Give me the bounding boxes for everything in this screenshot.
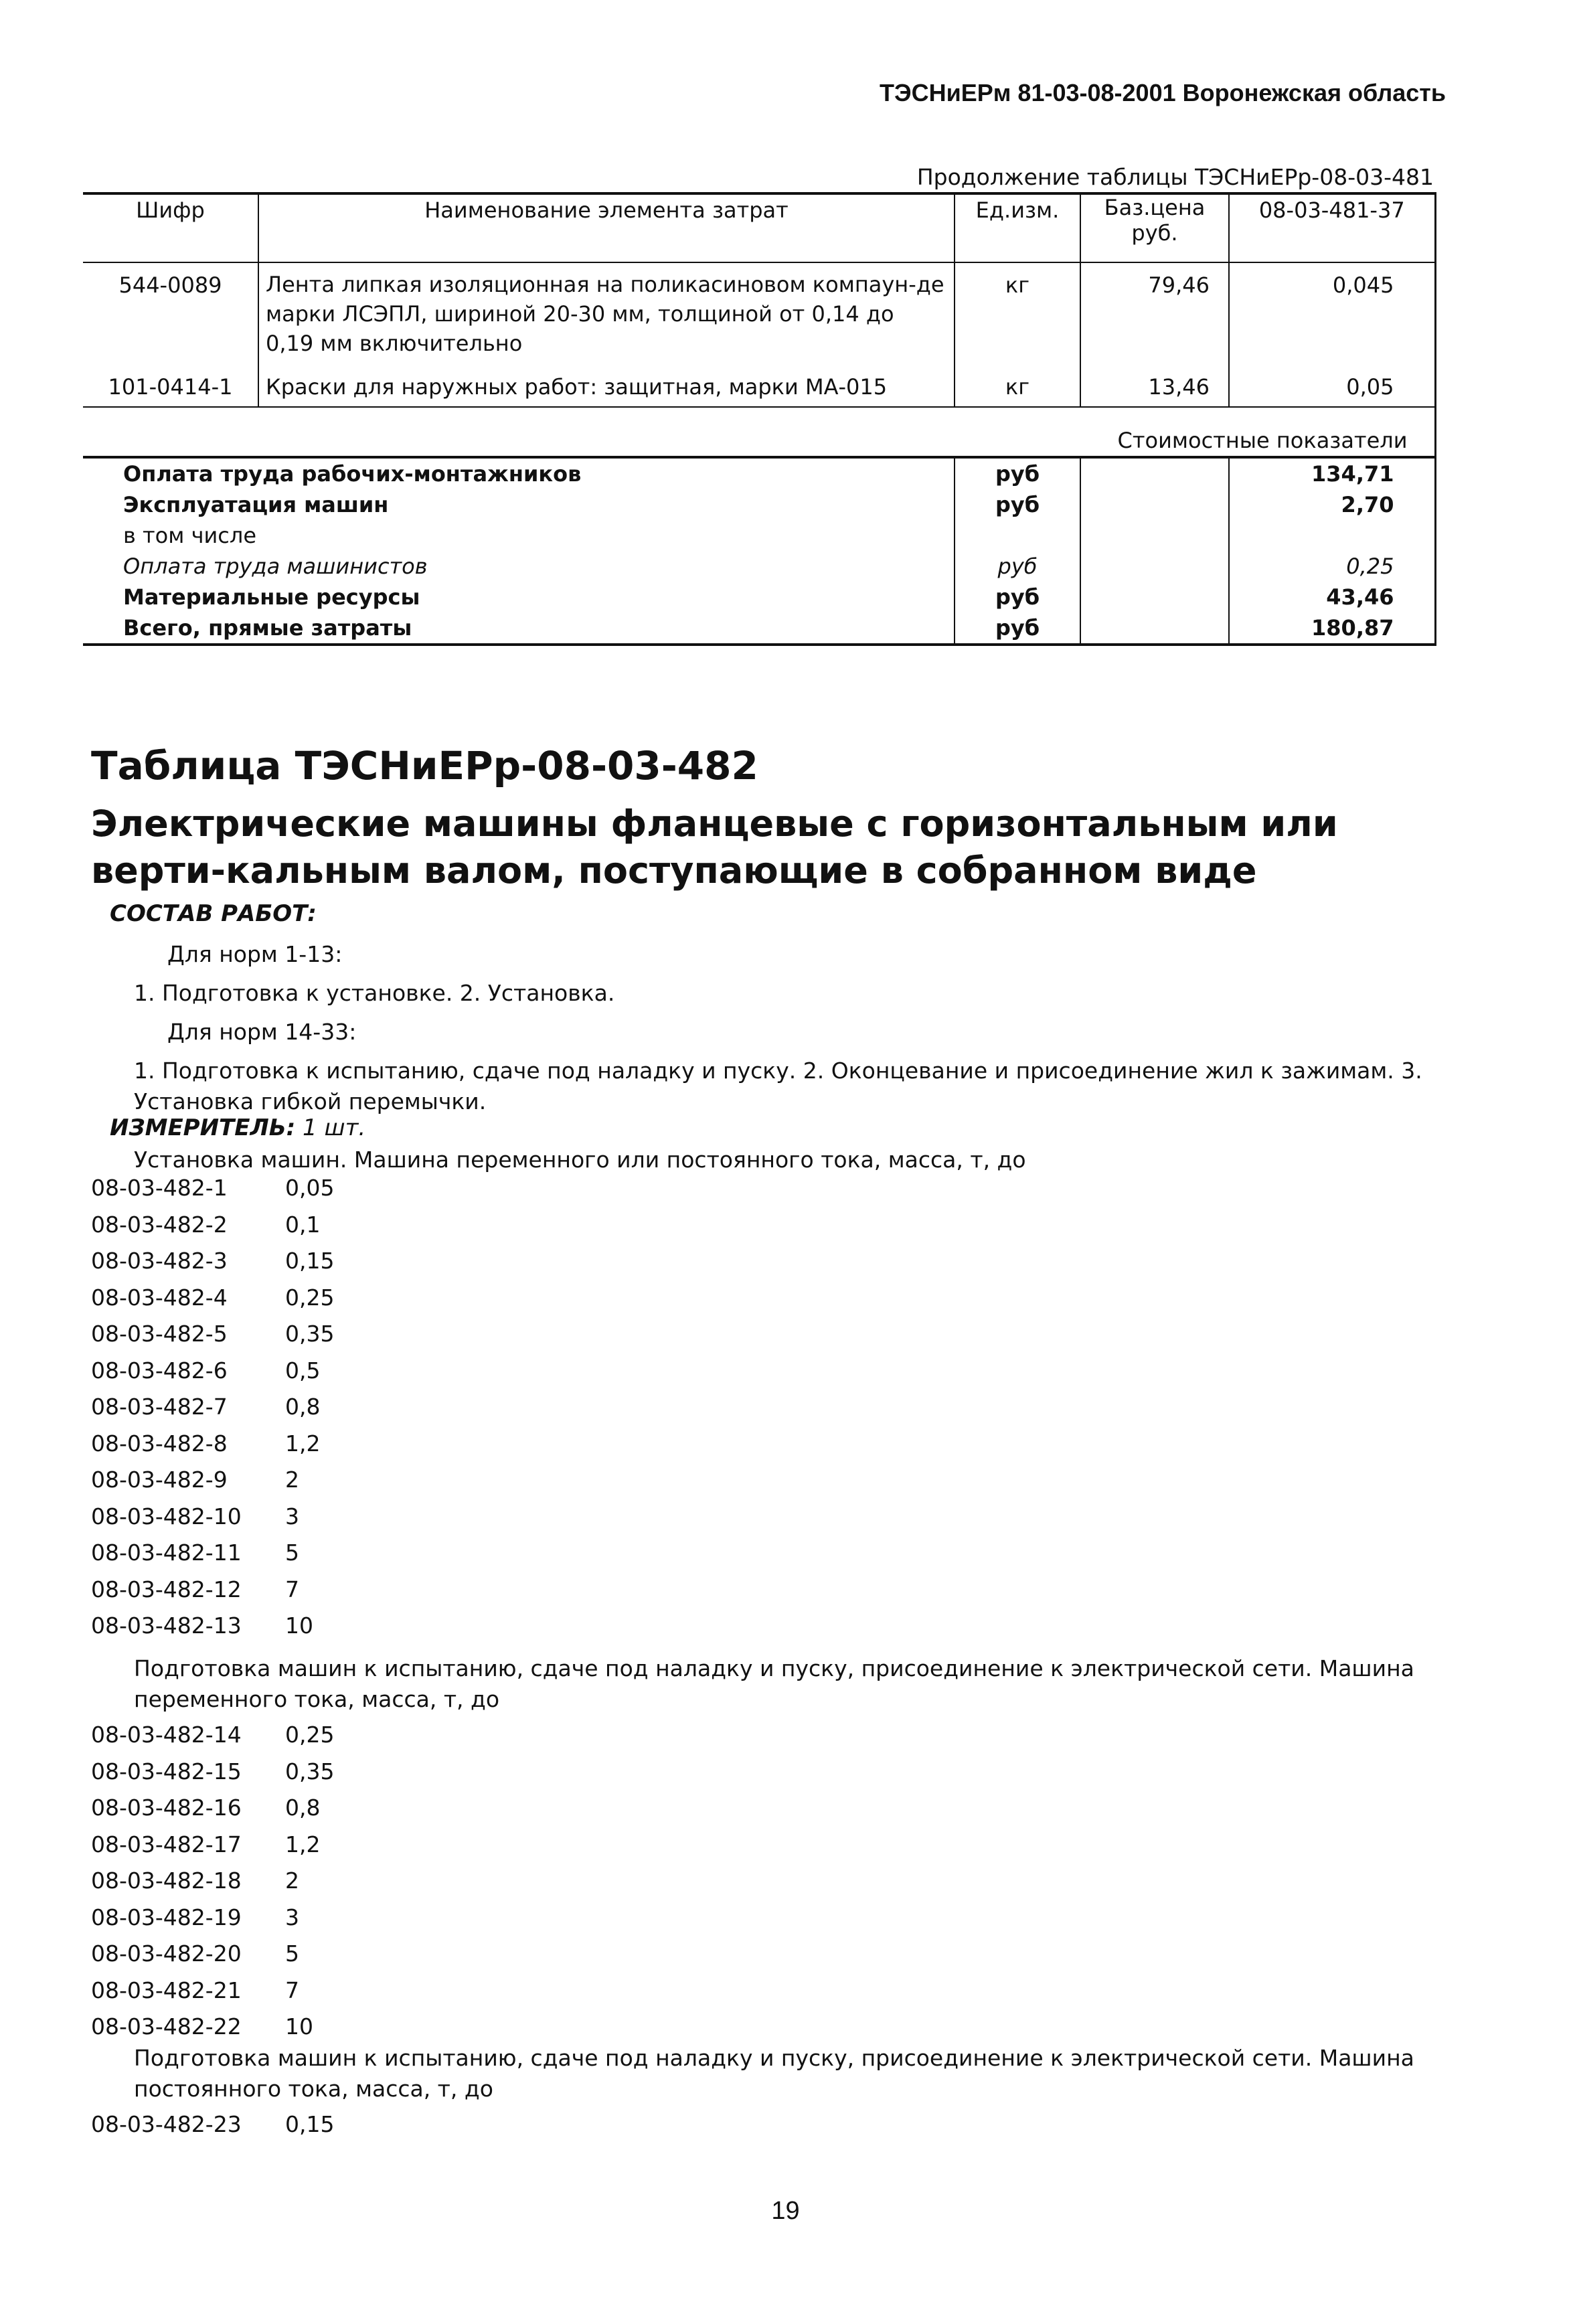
norm-value: 0,05	[285, 1175, 335, 1201]
norm-code: 08-03-482-12	[91, 1576, 242, 1602]
col-code-header: Шифр	[83, 193, 258, 262]
norm-value: 3	[285, 1503, 299, 1529]
cost-row	[83, 551, 1435, 582]
norm-code: 08-03-482-3	[91, 1248, 228, 1274]
norm-code: 08-03-482-14	[91, 1722, 242, 1748]
norm-row	[91, 1170, 334, 1207]
norm-code: 08-03-482-19	[91, 1904, 242, 1930]
group3-title: Подготовка машин к испытанию, сдаче под наладку и пуску, присоединение к электрической сети. Машина постоянного тока, масса, т, до	[134, 2045, 1414, 2102]
table-row	[83, 367, 1435, 407]
norm-code: 08-03-482-2	[91, 1211, 228, 1238]
group3-list	[91, 2106, 334, 2143]
norm-code: 08-03-482-16	[91, 1795, 242, 1821]
norm-code: 08-03-482-11	[91, 1540, 242, 1566]
norm-value: 0,35	[285, 1758, 335, 1784]
norm-value: 0,15	[285, 2111, 335, 2137]
norm-code: 08-03-482-5	[91, 1321, 228, 1347]
resources-table	[83, 192, 1436, 646]
norm-code: 08-03-482-20	[91, 1940, 242, 1967]
norm-code: 08-03-482-13	[91, 1612, 242, 1639]
cost-header: Стоимостные показатели	[83, 407, 1435, 457]
norm-value: 0,25	[285, 1284, 335, 1311]
page-header: ТЭСНиЕРм 81-03-08-2001 Воронежская область	[880, 79, 1446, 106]
cost-unit: руб	[955, 551, 1080, 582]
section-title: Электрические машины фланцевые с горизонтальным или верти-кальным валом, поступающие в собранном виде	[91, 803, 1338, 892]
table-row	[83, 262, 1435, 367]
table-header-row	[83, 193, 1435, 262]
cost-label: Эксплуатация машин	[83, 489, 955, 520]
norm-row	[91, 2009, 334, 2046]
cost-row	[83, 612, 1435, 645]
composition-label: СОСТАВ РАБОТ:	[110, 900, 317, 927]
norm-value: 2	[285, 1868, 299, 1894]
col-price-header: Баз.цена руб.	[1080, 193, 1229, 262]
cost-unit: руб	[955, 457, 1080, 489]
row-code: 101-0414-1	[83, 367, 258, 407]
norm-row	[91, 1936, 334, 1973]
cost-value: 134,71	[1229, 457, 1435, 489]
norm-row	[91, 1426, 334, 1463]
norm-code: 08-03-482-15	[91, 1758, 242, 1784]
measure-label: ИЗМЕРИТЕЛЬ:	[110, 1114, 296, 1141]
norm-code: 08-03-482-21	[91, 1977, 242, 2003]
row-unit: кг	[955, 367, 1080, 407]
row-name: Краски для наружных работ: защитная, марки МА-015	[258, 367, 955, 407]
row-price: 79,46	[1080, 262, 1229, 367]
norm-value: 0,8	[285, 1394, 321, 1420]
norm-value: 10	[285, 2013, 313, 2040]
norm-code: 08-03-482-6	[91, 1357, 228, 1384]
cost-label: Оплата труда машинистов	[83, 551, 955, 582]
norm-row	[91, 1499, 334, 1536]
row-norm: 0,05	[1229, 367, 1435, 407]
cost-unit: руб	[955, 612, 1080, 645]
measure-value: 1 шт.	[303, 1114, 366, 1141]
norm-row	[91, 1462, 334, 1499]
norm-code: 08-03-482-10	[91, 1503, 242, 1529]
norm-value: 0,1	[285, 1211, 321, 1238]
norm-value: 7	[285, 1977, 299, 2003]
measure-line	[110, 1114, 365, 1141]
norm-code: 08-03-482-1	[91, 1175, 228, 1201]
norm-row	[91, 1608, 334, 1645]
cost-label: Всего, прямые затраты	[83, 612, 955, 645]
group2-title: Подготовка машин к испытанию, сдаче под наладку и пуску, присоединение к электрической сети. Машина переменного тока, масса, т, до	[134, 1655, 1414, 1712]
norm-row	[91, 1316, 334, 1353]
col-norm-header: 08-03-481-37	[1229, 193, 1435, 262]
norm-row	[91, 2106, 334, 2143]
works-14-33: 1. Подготовка к испытанию, сдаче под наладку и пуску. 2. Оконцевание и присоединение жил к зажимам. 3. Установка гибкой перемычки.	[134, 1058, 1422, 1114]
norm-code: 08-03-482-22	[91, 2013, 242, 2040]
row-unit: кг	[955, 262, 1080, 367]
cost-unit: руб	[955, 489, 1080, 520]
norm-row	[91, 1389, 334, 1426]
norms-14-33-label: Для норм 14-33:	[167, 1019, 357, 1045]
norm-value: 0,15	[285, 1248, 335, 1274]
norm-code: 08-03-482-9	[91, 1467, 228, 1493]
cost-header-row	[83, 407, 1435, 457]
norms-1-13-label: Для норм 1-13:	[167, 941, 343, 967]
group1-title: Установка машин. Машина переменного или постоянного тока, масса, т, до	[134, 1147, 1026, 1173]
cost-label: в том числе	[83, 520, 955, 551]
norm-value: 5	[285, 1540, 299, 1566]
norm-code: 08-03-482-8	[91, 1430, 228, 1457]
norm-row	[91, 1827, 334, 1863]
row-code: 544-0089	[83, 262, 258, 367]
norm-row	[91, 1207, 334, 1244]
norm-value: 0,8	[285, 1795, 321, 1821]
norm-value: 2	[285, 1467, 299, 1493]
page-number: 19	[771, 2197, 800, 2225]
norm-code: 08-03-482-17	[91, 1831, 242, 1857]
norm-row	[91, 1973, 334, 2009]
table-title: Таблица ТЭСНиЕРр-08-03-482	[91, 743, 758, 788]
cost-label: Материальные ресурсы	[83, 582, 955, 612]
col-unit-header: Ед.изм.	[955, 193, 1080, 262]
norm-value: 0,35	[285, 1321, 335, 1347]
cost-row	[83, 520, 1435, 551]
norm-code: 08-03-482-23	[91, 2111, 242, 2137]
cost-row	[83, 489, 1435, 520]
norm-row	[91, 1900, 334, 1936]
norm-row	[91, 1863, 334, 1900]
norm-row	[91, 1280, 334, 1317]
norm-value: 0,25	[285, 1722, 335, 1748]
norm-row	[91, 1717, 334, 1754]
norm-value: 3	[285, 1904, 299, 1930]
group1-list	[91, 1170, 334, 1645]
row-name: Лента липкая изоляционная на поликасиновом компаун-де марки ЛСЭПЛ, шириной 20-30 мм, толщиной от 0,14 до 0,19 мм включительно	[258, 262, 955, 367]
works-1-13: 1. Подготовка к установке. 2. Установка.	[134, 980, 615, 1006]
continuation-label: Продолжение таблицы ТЭСНиЕРр-08-03-481	[916, 164, 1434, 190]
cost-value: 0,25	[1229, 551, 1435, 582]
cost-row	[83, 582, 1435, 612]
norm-row	[91, 1572, 334, 1608]
norm-row	[91, 1790, 334, 1827]
row-norm: 0,045	[1229, 262, 1435, 367]
norm-row	[91, 1754, 334, 1791]
cost-value: 2,70	[1229, 489, 1435, 520]
cost-unit: руб	[955, 582, 1080, 612]
cost-value: 43,46	[1229, 582, 1435, 612]
norm-code: 08-03-482-7	[91, 1394, 228, 1420]
norm-value: 0,5	[285, 1357, 321, 1384]
cost-row	[83, 457, 1435, 489]
row-price: 13,46	[1080, 367, 1229, 407]
group2-list	[91, 1717, 334, 2046]
norm-code: 08-03-482-4	[91, 1284, 228, 1311]
norm-value: 7	[285, 1576, 299, 1602]
norm-row	[91, 1535, 334, 1572]
cost-value: 180,87	[1229, 612, 1435, 645]
norm-value: 1,2	[285, 1430, 321, 1457]
norm-row	[91, 1353, 334, 1390]
norm-value: 10	[285, 1612, 313, 1639]
norm-code: 08-03-482-18	[91, 1868, 242, 1894]
norm-value: 1,2	[285, 1831, 321, 1857]
norm-value: 5	[285, 1940, 299, 1967]
col-name-header: Наименование элемента затрат	[258, 193, 955, 262]
cost-label: Оплата труда рабочих-монтажников	[83, 457, 955, 489]
norm-row	[91, 1243, 334, 1280]
